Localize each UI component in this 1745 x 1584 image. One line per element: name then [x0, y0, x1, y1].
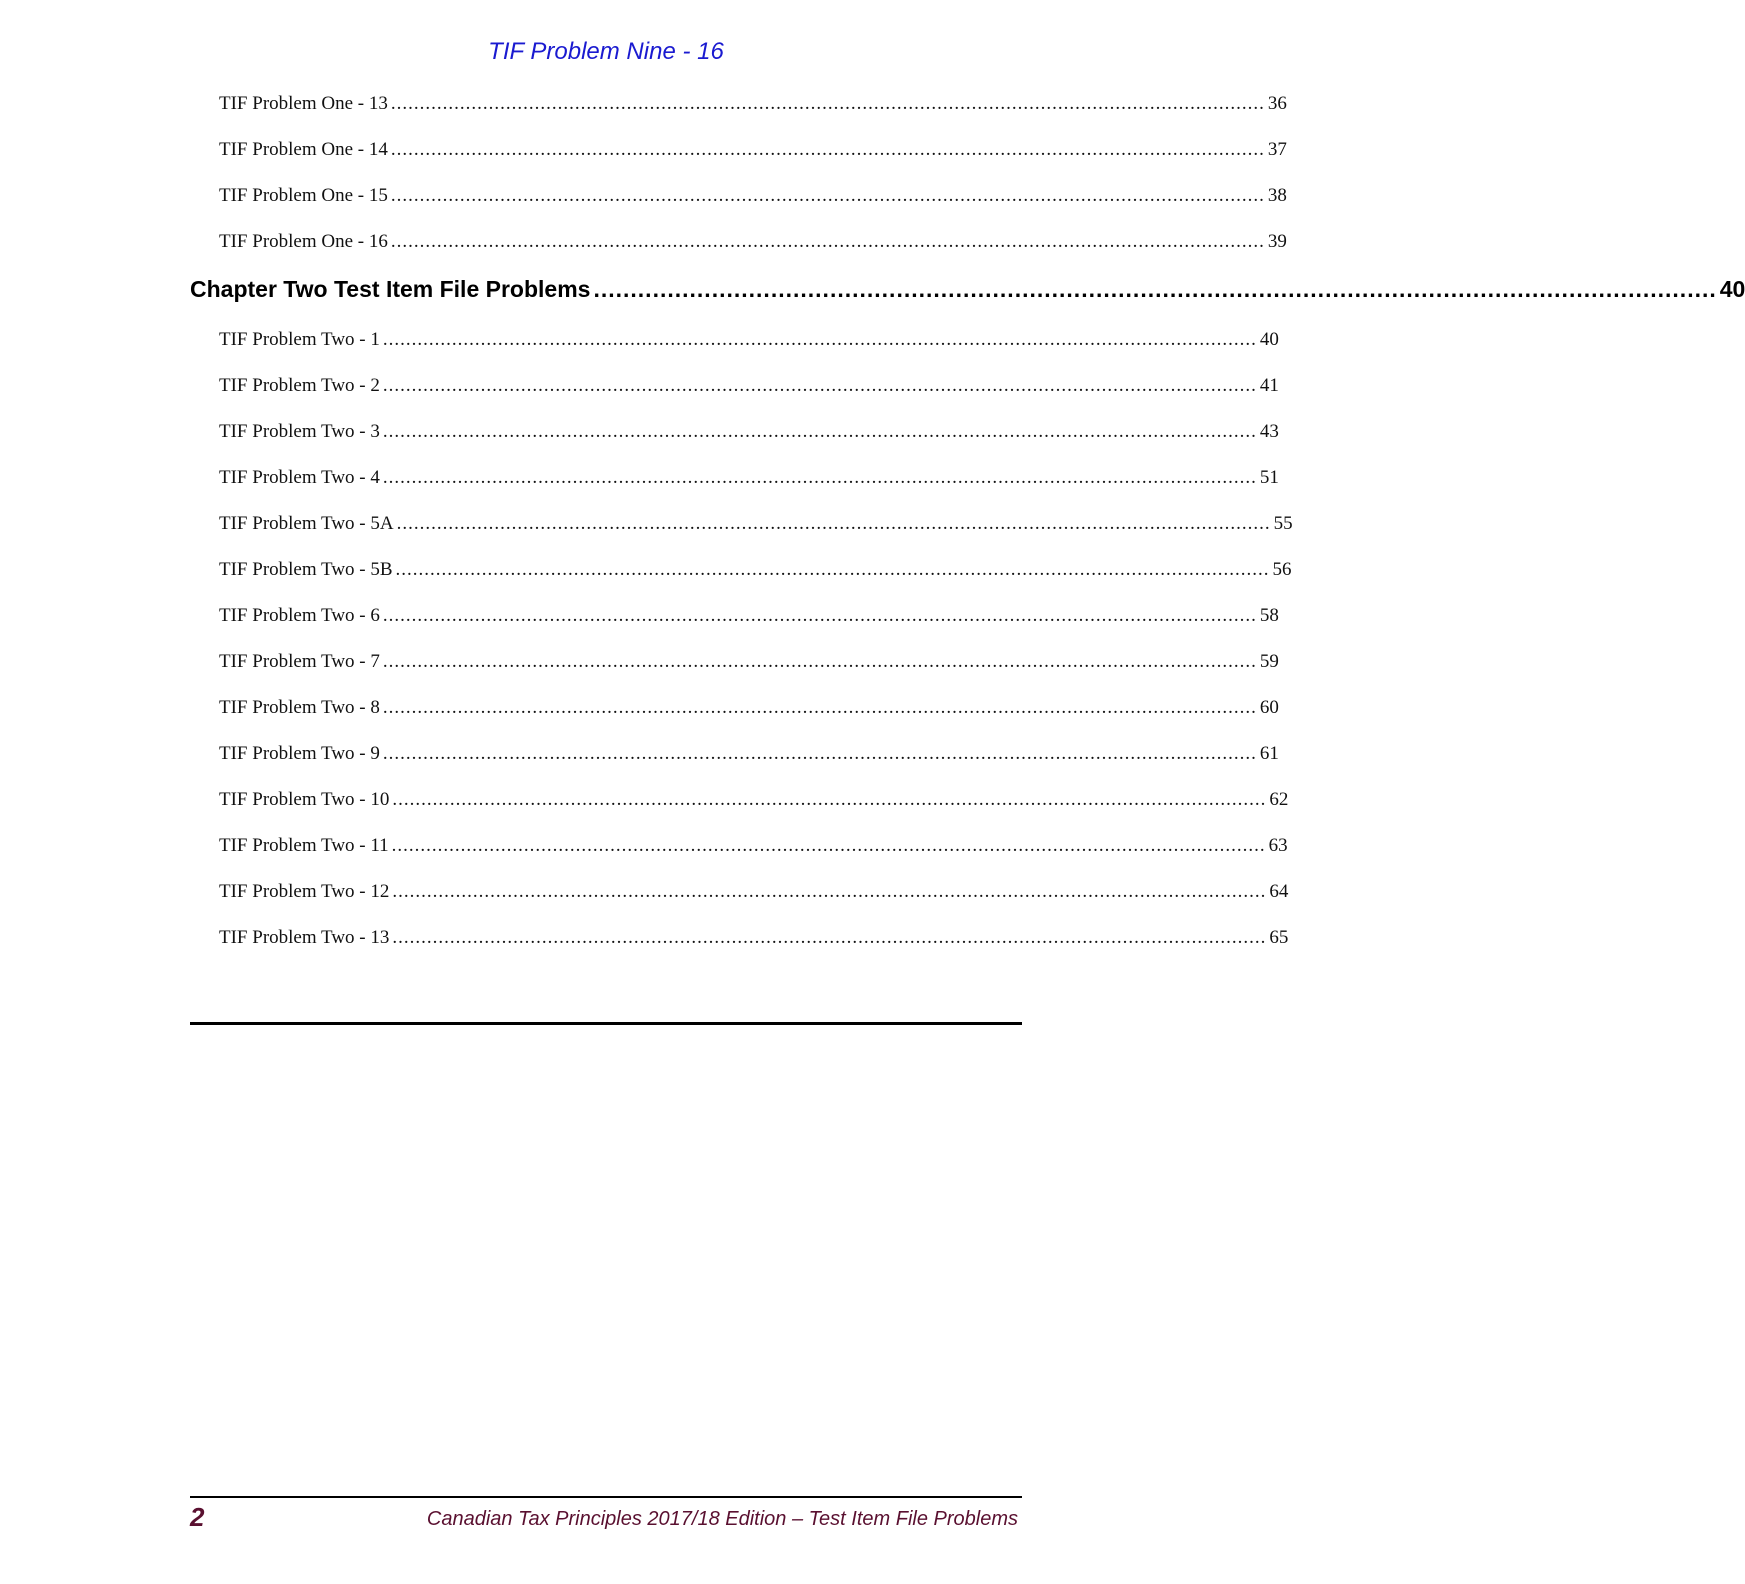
toc-entry[interactable]	[219, 421, 1279, 451]
toc-entry-label: TIF Problem Two - 3	[219, 421, 380, 442]
toc-leader: ........................................................................................................................................................	[391, 835, 1266, 856]
toc-entry-page: 41	[1259, 375, 1279, 396]
toc-leader: ........................................................................................................................................................	[392, 881, 1267, 902]
toc-entry[interactable]	[219, 697, 1279, 727]
toc-entry-label: TIF Problem Two - 9	[219, 743, 380, 764]
toc-entry[interactable]	[219, 651, 1279, 681]
toc-entry-label: TIF Problem Two - 4	[219, 467, 380, 488]
toc-leader: ........................................................................................................................................................	[396, 513, 1271, 534]
toc-leader: ........................................................................................................................................................	[382, 697, 1257, 718]
toc-entry[interactable]	[219, 329, 1279, 359]
toc-entry[interactable]	[219, 139, 1287, 169]
toc-entry[interactable]	[219, 93, 1287, 123]
toc-entry[interactable]	[219, 881, 1289, 911]
toc-entry-page: 43	[1259, 421, 1279, 442]
toc-entry[interactable]	[219, 513, 1293, 543]
toc-leader: ........................................................................................................................................................	[382, 605, 1257, 626]
toc-leader: ........................................................................................................................................................	[382, 743, 1257, 764]
footer-book-title: Canadian Tax Principles 2017/18 Edition – Test Item File Problems	[426, 1508, 1018, 1530]
toc-entry-label: TIF Problem Two - 1	[219, 329, 380, 350]
footer-rule	[190, 1496, 1022, 1498]
toc-entry-label: TIF Problem Two - 13	[219, 927, 390, 948]
toc-leader: ........................................................................................................................................................	[382, 329, 1257, 350]
toc-entry-page: 56	[1272, 559, 1292, 580]
toc-entry[interactable]	[219, 375, 1279, 405]
toc-entry[interactable]	[219, 605, 1279, 635]
toc-leader: ........................................................................................................................................................	[390, 139, 1265, 160]
toc-entry-label: TIF Problem Two - 7	[219, 651, 380, 672]
toc-leader: ........................................................................................................................................................	[382, 421, 1257, 442]
toc-entry-label: TIF Problem Two - 5A	[219, 513, 394, 534]
toc-entry[interactable]	[219, 835, 1288, 865]
toc-entry-page: 40	[1259, 329, 1279, 350]
toc-entry-page: 55	[1273, 513, 1293, 534]
toc-entry-page: 60	[1259, 697, 1279, 718]
toc-entry-label: TIF Problem Two - 10	[219, 789, 390, 810]
toc-chapter-page: 40	[1719, 276, 1745, 302]
toc-leader: ........................................................................................................................................................	[382, 375, 1257, 396]
toc-entry-label: TIF Problem Two - 8	[219, 697, 380, 718]
toc-leader: ........................................................................................................................................................	[390, 231, 1265, 252]
toc-entry-page: 58	[1259, 605, 1279, 626]
section-divider	[190, 1022, 1022, 1025]
toc-leader: ........................................................................................................................................................	[593, 276, 1717, 302]
toc-entry[interactable]	[219, 467, 1279, 497]
toc-entry-label: TIF Problem Two - 2	[219, 375, 380, 396]
toc-entry-label: TIF Problem Two - 11	[219, 835, 389, 856]
toc-entry-page: 38	[1267, 185, 1287, 206]
toc-entry-label: TIF Problem Two - 6	[219, 605, 380, 626]
page-number: 2	[190, 1502, 205, 1532]
toc-leader: ........................................................................................................................................................	[382, 651, 1257, 672]
toc-entry[interactable]	[219, 789, 1289, 819]
toc-entry-page: 59	[1259, 651, 1279, 672]
toc-leader: ........................................................................................................................................................	[392, 927, 1267, 948]
toc-leader: ........................................................................................................................................................	[395, 559, 1270, 580]
toc-entry-label: TIF Problem One - 16	[219, 231, 388, 252]
toc-entry-page: 63	[1268, 835, 1288, 856]
toc-chapter-heading[interactable]	[190, 276, 1745, 310]
toc-entry-page: 37	[1267, 139, 1287, 160]
toc-leader: ........................................................................................................................................................	[382, 467, 1257, 488]
running-head: TIF Problem Nine - 16	[488, 38, 724, 65]
toc-entry[interactable]	[219, 231, 1287, 261]
toc-entry-label: TIF Problem One - 14	[219, 139, 388, 160]
toc-leader: ........................................................................................................................................................	[392, 789, 1267, 810]
toc-entry[interactable]	[219, 927, 1289, 957]
toc-entry[interactable]	[219, 743, 1279, 773]
toc-chapter-label: Chapter Two Test Item File Problems	[190, 276, 591, 302]
toc-entry-page: 62	[1269, 789, 1289, 810]
toc-entry-label: TIF Problem Two - 12	[219, 881, 390, 902]
toc-entry[interactable]	[219, 185, 1287, 215]
toc-entry-page: 61	[1259, 743, 1279, 764]
toc-entry-page: 39	[1267, 231, 1287, 252]
toc-entry-page: 36	[1267, 93, 1287, 114]
toc-entry-label: TIF Problem One - 15	[219, 185, 388, 206]
toc-entry-page: 64	[1269, 881, 1289, 902]
toc-leader: ........................................................................................................................................................	[390, 93, 1265, 114]
toc-entry-page: 65	[1269, 927, 1289, 948]
toc-leader: ........................................................................................................................................................	[390, 185, 1265, 206]
toc-entry-label: TIF Problem One - 13	[219, 93, 388, 114]
toc-entry[interactable]	[219, 559, 1292, 589]
toc-entry-page: 51	[1259, 467, 1279, 488]
toc-entry-label: TIF Problem Two - 5B	[219, 559, 393, 580]
